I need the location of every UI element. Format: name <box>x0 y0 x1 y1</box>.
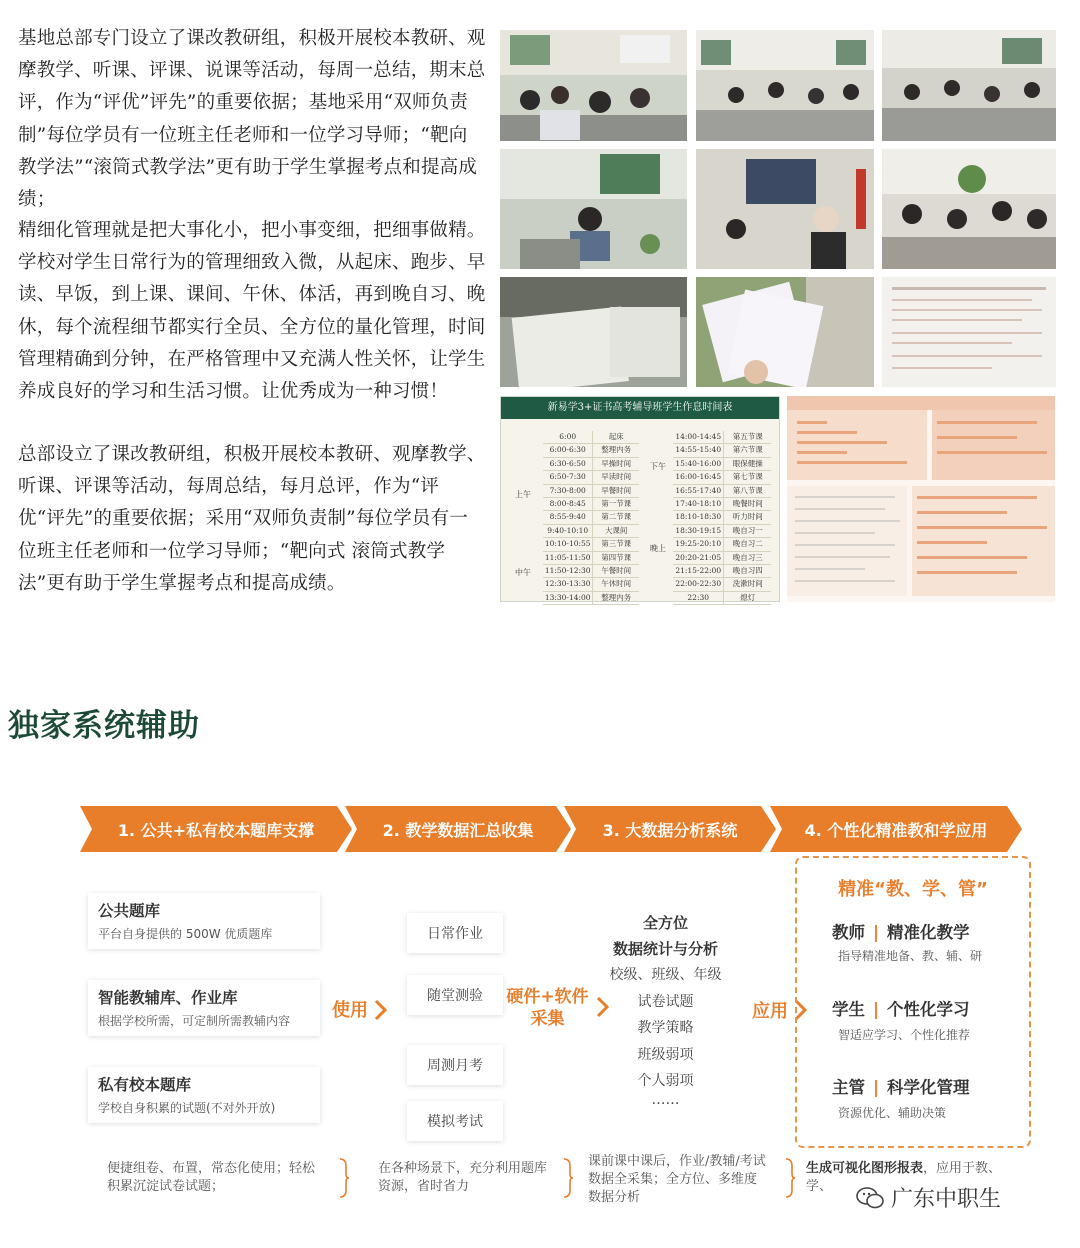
analysis-item: 个人弱项 <box>637 1073 694 1089</box>
schedule-time: 22:30 <box>673 592 724 604</box>
footer-desc-4-rest: ，应用于教、学、 <box>806 1161 1002 1194</box>
schedule-time: 14:00-14:45 <box>673 431 724 443</box>
schedule-title: 新易学3+证书高考辅导班学生作息时间表 <box>501 397 779 419</box>
role-name: 主管 <box>832 1078 865 1097</box>
schedule-row <box>673 538 771 551</box>
analysis-heading-2: 数据统计与分析 <box>612 940 718 958</box>
schedule-time: 18:30-19:15 <box>673 525 724 537</box>
analysis-heading-1: 全方位 <box>642 914 688 932</box>
library-title: 公共题库 <box>98 902 161 920</box>
schedule-left-rows <box>543 431 639 605</box>
schedule-row <box>673 511 771 524</box>
schedule-activity: 晚自习三 <box>732 552 763 562</box>
analysis-item: …… <box>651 1092 680 1108</box>
schedule-time: 16:55-17:40 <box>673 485 724 497</box>
collect-item: 周测月考 <box>407 1045 503 1085</box>
schedule-activity: 第八节课 <box>732 485 763 495</box>
schedule-activity: 起床 <box>608 432 624 441</box>
analysis-item: 校级、班级、年级 <box>609 967 722 983</box>
library-title: 智能教辅库、作业库 <box>98 989 238 1007</box>
schedule-time: 7:30-8:00 <box>543 485 593 497</box>
schedule-activity: 听力时间 <box>732 512 763 522</box>
role-desc: 指导精准地备、教、辅、研 <box>838 949 983 963</box>
role-name: 学生 <box>832 1000 865 1019</box>
noon-label: 中午 <box>515 568 531 577</box>
classroom-photo-6 <box>882 149 1056 269</box>
use-label: 使用 <box>332 1000 368 1021</box>
schedule-activity: 第六节课 <box>732 445 763 455</box>
schedule-activity: 早操时间 <box>601 458 632 468</box>
schedule-time: 11:50-12:30 <box>543 565 593 577</box>
schedule-row <box>543 578 639 591</box>
role-goal: 科学化管理 <box>887 1078 970 1097</box>
schedule-time: 8:00-8:45 <box>543 498 593 510</box>
afternoon-label: 下午 <box>650 462 666 471</box>
schedule-row <box>673 458 771 471</box>
schedule-activity: 午餐时间 <box>601 565 632 575</box>
footer-desc-3: 课前课中课后，作业/教辅/考试数据全采集；全方位、多维度数据分析 <box>588 1154 766 1205</box>
schedule-activity: 第二节课 <box>601 512 632 522</box>
role-desc: 智适应学习、个性化推荐 <box>838 1028 971 1042</box>
role-manager <box>832 1074 970 1098</box>
schedule-row <box>673 525 771 538</box>
analysis-item: 试卷试题 <box>637 994 694 1010</box>
schedule-row <box>543 592 639 605</box>
divider: | <box>873 1078 880 1097</box>
document-photo <box>882 277 1056 387</box>
schedule-activity: 第一节课 <box>601 498 632 508</box>
classroom-photo-1 <box>500 30 687 141</box>
schedule-row <box>543 565 639 578</box>
step-4-label: 4. 个性化精准教和学应用 <box>804 820 988 840</box>
collect-item: 日常作业 <box>407 913 503 953</box>
library-card-tutoring <box>88 980 320 1036</box>
schedule-time: 9:40-10:10 <box>543 525 593 537</box>
schedule-time: 12:30-13:30 <box>543 578 593 590</box>
schedule-row <box>543 444 639 457</box>
schedule-activity: 早餐时间 <box>601 485 632 495</box>
step-3-arrow <box>564 806 776 852</box>
schedule-activity: 整理内务 <box>601 592 632 602</box>
schedule-row <box>543 511 639 524</box>
role-goal: 精准化教学 <box>887 923 970 942</box>
schedule-row <box>543 431 639 444</box>
schedule-activity: 第七节课 <box>732 472 763 482</box>
library-card-private <box>88 1067 320 1123</box>
schedule-row <box>673 431 771 444</box>
schedule-activity: 晚自习四 <box>732 565 763 575</box>
divider: | <box>873 923 880 942</box>
morning-label: 上午 <box>515 490 531 499</box>
collect-label: 硬件+软件 采集 <box>506 987 589 1029</box>
schedule-row <box>543 525 639 538</box>
collect-item: 模拟考试 <box>407 1101 503 1141</box>
test-sheets-photo <box>696 277 874 387</box>
brace-icon <box>562 1158 574 1198</box>
data-report-image <box>787 396 1055 602</box>
classroom-photo-4 <box>500 149 687 269</box>
schedule-row <box>673 592 771 605</box>
classroom-photo-3 <box>882 30 1056 141</box>
schedule-activity: 眼保健操 <box>732 458 763 468</box>
role-student <box>832 996 970 1020</box>
chevron-right-icon <box>374 999 387 1021</box>
classroom-photo-5 <box>696 149 874 269</box>
library-desc: 学校自身积累的试题(不对外开放) <box>98 1101 276 1115</box>
schedule-right-rows <box>673 431 771 605</box>
schedule-time: 6:00-6:30 <box>543 444 593 456</box>
schedule-table <box>500 396 780 602</box>
schedule-row <box>673 552 771 565</box>
schedule-activity: 熄灯 <box>740 592 756 602</box>
schedule-activity: 午休时间 <box>601 579 632 589</box>
schedule-row <box>543 538 639 551</box>
intro-paragraph-3: 总部设立了课改教研组，积极开展校本教研、观摩教学、听课、评课等活动，每周总结，每月总评，作为“评优“评先”的重要依据；采用“双师负责制”每位学员有一位班主任老师和一位学习导师；“靶向式 滚筒式教学法”更有助于学生掌握考点和提高成绩。 <box>18 444 486 594</box>
apply-label: 应用 <box>752 1001 788 1022</box>
brace-icon <box>784 1158 796 1198</box>
step-3-label: 3. 大数据分析系统 <box>602 820 738 840</box>
brace-icon <box>338 1158 350 1198</box>
step-1-arrow <box>80 806 352 852</box>
section-title: 独家系统辅助 <box>8 708 200 744</box>
schedule-time: 13:30-14:00 <box>543 592 593 604</box>
footer-desc-2: 在各种场景下，充分利用题库资源，省时省力 <box>378 1161 548 1194</box>
schedule-time: 8:55-9:40 <box>543 511 593 523</box>
step-2-arrow <box>345 806 571 852</box>
schedule-time: 16:00-16:45 <box>673 471 724 483</box>
schedule-row <box>673 444 771 457</box>
step-2-label: 2. 教学数据汇总收集 <box>382 820 534 840</box>
evening-label: 晚上 <box>650 544 666 553</box>
collect-item: 随堂测验 <box>407 975 503 1015</box>
step-1-label: 1. 公共+私有校本题库支撑 <box>117 820 315 840</box>
schedule-time: 17:40-18:10 <box>673 498 724 510</box>
schedule-time: 21:15-22:00 <box>673 565 724 577</box>
role-desc: 资源优化、辅助决策 <box>838 1106 947 1120</box>
schedule-activity: 晚自习二 <box>732 539 763 549</box>
library-desc: 根据学校所需，可定制所需教辅内容 <box>98 1014 291 1028</box>
role-name: 教师 <box>832 923 865 942</box>
role-goal: 个性化学习 <box>887 1000 970 1019</box>
schedule-row <box>543 458 639 471</box>
exam-paper-photo <box>500 277 687 387</box>
schedule-time: 15:40-16:00 <box>673 458 724 470</box>
library-title: 私有校本题库 <box>98 1076 192 1094</box>
schedule-activity: 第五节课 <box>732 432 763 441</box>
wechat-icon <box>855 1185 885 1211</box>
role-teacher <box>832 919 970 943</box>
schedule-time: 6:50-7:30 <box>543 471 593 483</box>
schedule-activity: 整理内务 <box>601 445 632 455</box>
schedule-row <box>543 552 639 565</box>
schedule-time: 19:25-20:10 <box>673 538 724 550</box>
analysis-item: 教学策略 <box>637 1020 694 1036</box>
watermark-text: 广东中职生 <box>891 1187 1002 1212</box>
schedule-activity: 洗漱时间 <box>732 579 763 589</box>
classroom-photo-2 <box>696 30 874 141</box>
schedule-row <box>673 485 771 498</box>
schedule-activity: 第四节课 <box>601 552 632 562</box>
watermark <box>855 1182 1001 1213</box>
schedule-time: 18:10-18:30 <box>673 511 724 523</box>
step-4-arrow <box>770 806 1022 852</box>
schedule-time: 10:10-10:55 <box>543 538 593 550</box>
schedule-row <box>543 471 639 484</box>
schedule-activity: 大课间 <box>604 525 628 535</box>
schedule-activity: 晚餐时间 <box>732 498 763 508</box>
schedule-row <box>543 485 639 498</box>
footer-desc-4-bold: 生成可视化图形报表 <box>806 1161 924 1176</box>
intro-paragraph-1: 基地总部专门设立了课改教研组，积极开展校本教研、观摩教学、听课、评课、说课等活动，每周一总结，期末总评，作为“评优”评先”的重要依据；基地采用“双师负责制”每位学员有一位班主任老师和一位学习导师；“靶向教学法”“滚筒式教学法”更有助于学生掌握考点和提高成绩； <box>18 28 486 211</box>
schedule-row <box>543 498 639 511</box>
library-card-public <box>88 893 320 949</box>
precise-title: 精准“教、学、管” <box>838 879 988 900</box>
schedule-row <box>673 565 771 578</box>
schedule-time: 22:00-22:30 <box>673 578 724 590</box>
schedule-time: 14:55-15:40 <box>673 444 724 456</box>
schedule-row <box>673 471 771 484</box>
schedule-time: 6:00 <box>543 431 593 443</box>
analysis-item: 班级弱项 <box>637 1047 694 1063</box>
intro-paragraph-2: 精细化管理就是把大事化小，把小事变细，把细事做精。学校对学生日常行为的管理细致入微，从起床、跑步、早读、早饭，到上课、课间、午休、体活，再到晚自习、晚休，每个流程细节都实行全员、全方位的量化管理，时间管理精确到分钟，在严格管理中又充满人性关怀，让学生养成良好的学习和生活习惯。让优秀成为一种习惯！ <box>18 220 486 403</box>
schedule-activity: 第三节课 <box>601 539 632 549</box>
schedule-row <box>673 498 771 511</box>
schedule-activity: 晚自习一 <box>732 525 763 535</box>
library-desc: 平台自身提供的 500W 优质题库 <box>98 927 273 941</box>
schedule-time: 6:30-6:50 <box>543 458 593 470</box>
footer-desc-1: 便捷组卷、布置，常态化使用；轻松积累沉淀试卷试题； <box>107 1161 316 1194</box>
schedule-row <box>673 578 771 591</box>
schedule-time: 11:05-11:50 <box>543 552 593 564</box>
schedule-time: 20:20-21:05 <box>673 552 724 564</box>
divider: | <box>873 1000 880 1019</box>
schedule-activity: 早读时间 <box>601 472 632 482</box>
